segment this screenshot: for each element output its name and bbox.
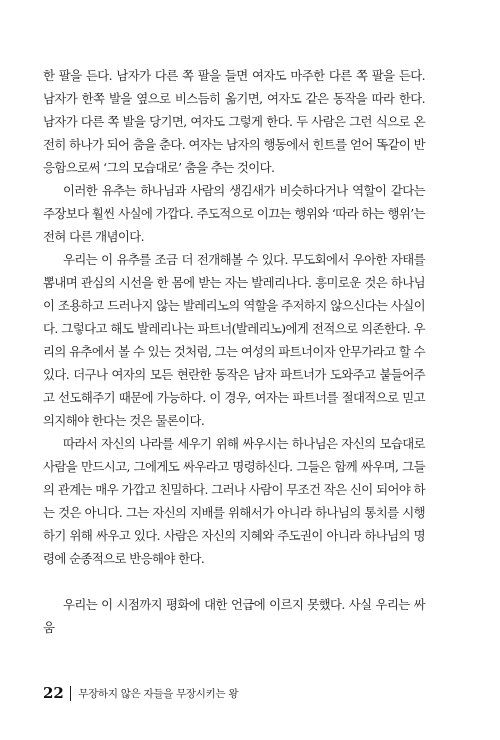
- body-text: [43, 64, 425, 639]
- paragraph-ballet: 우리는 이 유추를 조금 더 전개해볼 수 있다. 무도회에서 우아한 자태를 뽐내며 관심의 시선을 한 몸에 받는 자는 발레리나다. 흥미로운 것은 하나님이 조용하고 드러나지 않는 발레리노의 역할을 주저하지 않으신다는 사실이다. 그렇다고 해도 발레리나는 파트너(발레리노)에게 전적으로 의존한다. 우리의 유추에서 볼 수 있는 것처럼, 그는 여성의 파트너이자 안무가라고 할 수 있다. 더구나 여자의 모든 현란한 동작은 남자 파트너가 도와주고 붙들어주고 선도해주기 때문에 가능하다. 이 경우, 여자는 파트너를 절대적으로 믿고 의지해야 한다는 것은 물론이다.: [43, 252, 425, 428]
- page-number: 22: [43, 684, 64, 702]
- paragraph-kingdom: 따라서 자신의 나라를 세우기 위해 싸우시는 하나님은 자신의 모습대로 사람을 만드시고, 그에게도 싸우라고 명령하신다. 그들은 함께 싸우며, 그들의 관계는 매우 가깝고 친밀하다. 그러나 사람이 무조건 작은 신이 되어야 하는 것은 아니다. 그는 자신의 지배를 위해서가 아니라 하나님의 통치를 시행하기 위해 싸우고 있다. 사람은 자신의 지혜와 주도권이 아니라 하나님의 명령에 순종적으로 반응해야 한다.: [43, 436, 425, 566]
- paragraph-peace: 우리는 이 시점까지 평화에 대한 언급에 이르지 못했다. 사실 우리는 싸움: [43, 597, 425, 635]
- running-title: 무장하지 않은 자들을 무장시키는 왕: [78, 687, 239, 700]
- footer-divider: [70, 686, 72, 701]
- page-footer: [43, 683, 238, 703]
- paragraph-continued: 한 팔을 든다. 남자가 다른 쪽 팔을 들면 여자도 마주한 다른 쪽 팔을 든다. 남자가 한쪽 발을 옆으로 비스듬히 옮기면, 여자도 같은 동작을 따라 한다. 남자가 다른 쪽 발을 당기면, 여자도 그렇게 한다. 두 사람은 그런 식으로 온전히 하나가 되어 춤을 춘다. 여자는 남자의 행동에서 힌트를 얻어 똑같이 반응함으로써 ‘그의 모습대로’ 춤을 추는 것이다.: [43, 68, 425, 175]
- paragraph-analogy: 이러한 유추는 하나님과 사람의 생김새가 비슷하다거나 역할이 같다는 주장보다 훨씬 사실에 가깝다. 주도적으로 이끄는 행위와 ‘따라 하는 행위’는 전혀 다른 개념이다.: [43, 183, 425, 244]
